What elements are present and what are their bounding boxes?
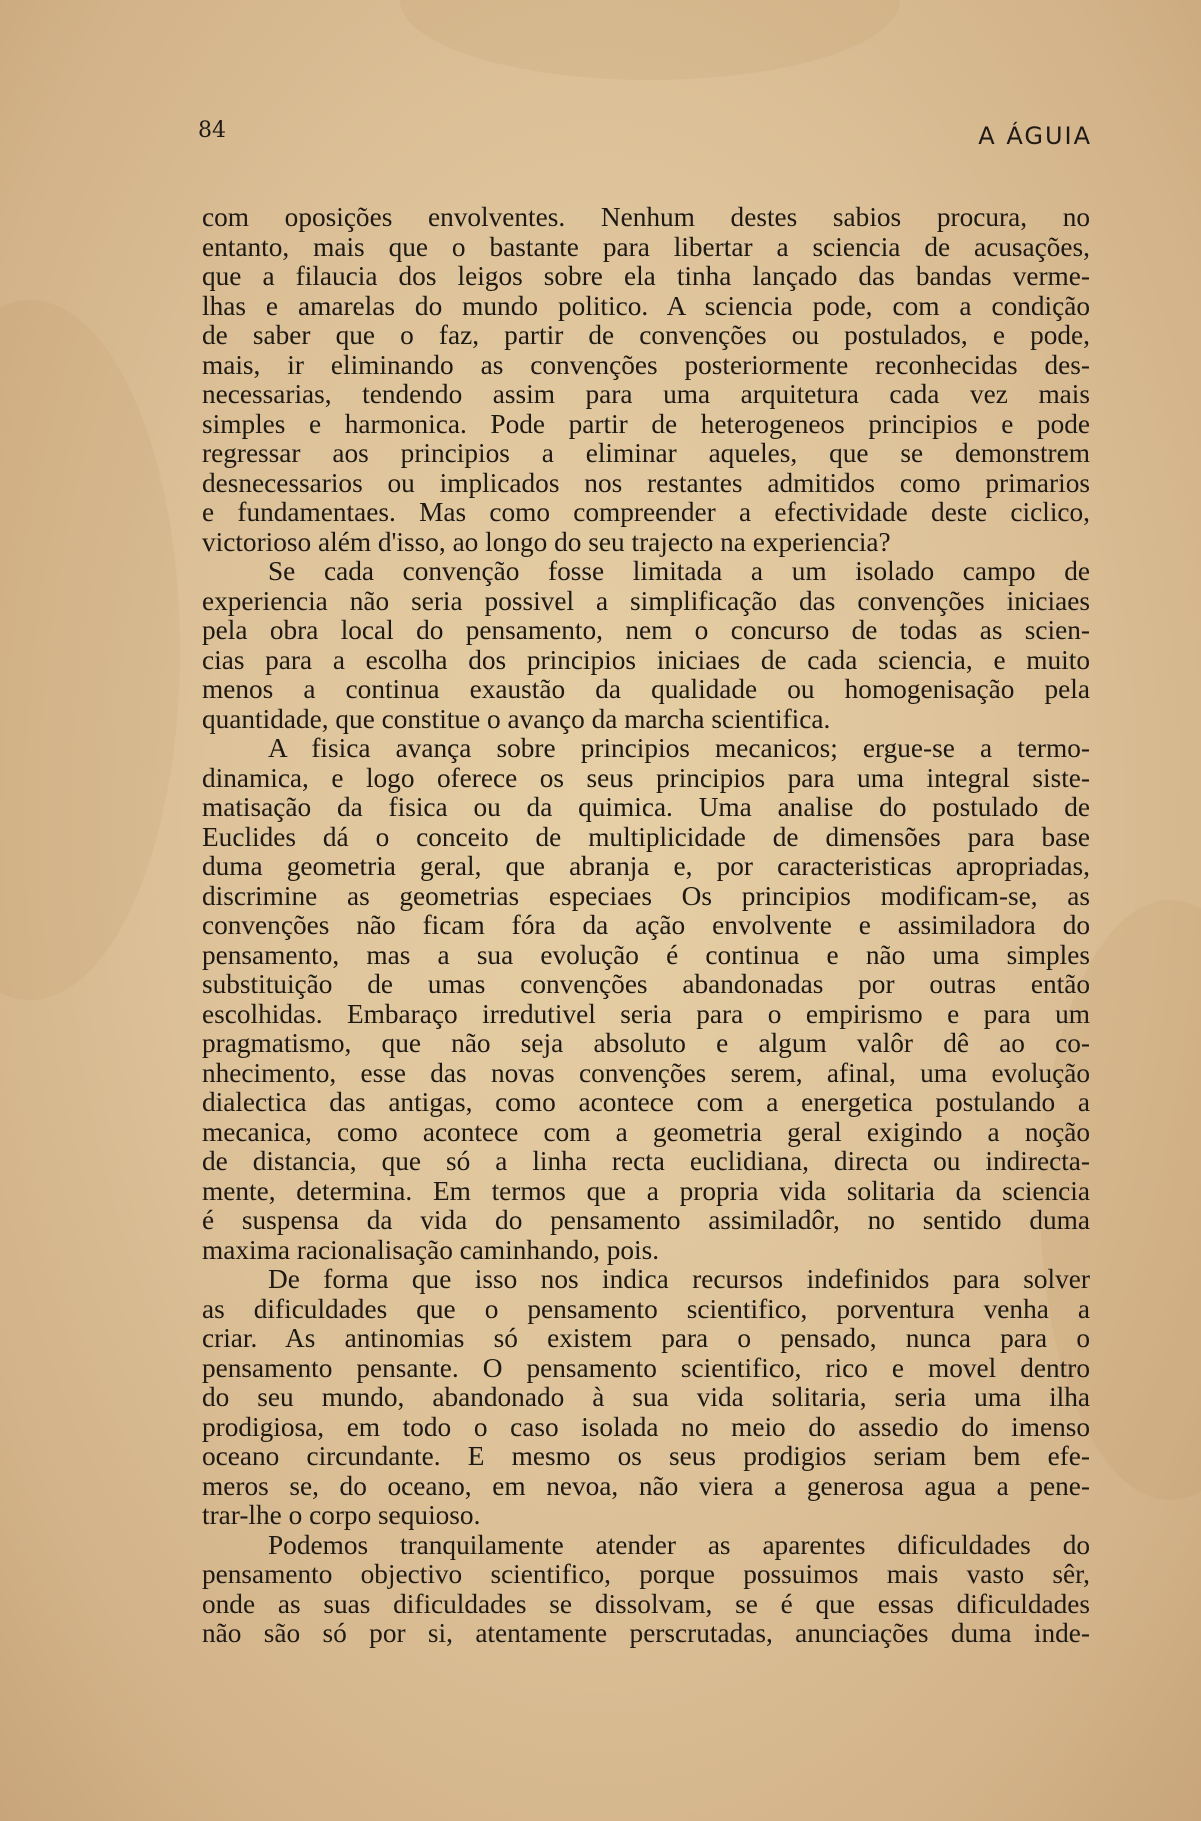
text-line: simples e harmonica. Pode partir de heterogeneos principios e pode bbox=[202, 409, 1090, 439]
text-line: maxima racionalisação caminhando, pois. bbox=[202, 1235, 660, 1265]
text-line: A fisica avança sobre principios mecanicos; ergue-se a termo- bbox=[268, 734, 1090, 763]
text-line: mecanica, como acontece com a geometria geral exigindo a noção bbox=[202, 1117, 1090, 1147]
text-line: pensamento, mas a sua evolução é continua e não uma simples bbox=[202, 940, 1090, 970]
text-line: cias para a escolha dos principios iniciaes de cada sciencia, e muito bbox=[202, 645, 1090, 675]
text-line: Podemos tranquilamente atender as aparentes dificuldades do bbox=[268, 1530, 1090, 1560]
paragraph bbox=[202, 203, 1090, 557]
text-line: mente, determina. Em termos que a propria vida solitaria da sciencia bbox=[202, 1176, 1090, 1206]
text-line: onde as suas dificuldades se dissolvam, se é que essas dificuldades bbox=[202, 1589, 1090, 1619]
text-line: De forma que isso nos indica recursos indefinidos para solver bbox=[268, 1265, 1090, 1294]
paragraph bbox=[202, 1265, 1090, 1531]
text-line: pensamento objectivo scientifico, porque possuimos mais vasto sêr, bbox=[202, 1560, 1090, 1589]
text-line: criar. As antinomias só existem para o pensado, nunca para o bbox=[202, 1324, 1090, 1353]
paragraph bbox=[202, 1531, 1090, 1649]
text-line: menos a continua exaustão da qualidade ou homogenisação pela bbox=[202, 675, 1090, 704]
text-line: do seu mundo, abandonado à sua vida solitaria, seria uma ilha bbox=[202, 1383, 1090, 1412]
text-line: pensamento pensante. O pensamento scientifico, rico e movel dentro bbox=[202, 1353, 1090, 1383]
text-line: duma geometria geral, que abranja e, por caracteristicas apropriadas, bbox=[202, 852, 1090, 881]
text-line: meros se, do oceano, em nevoa, não viera a generosa agua a pene- bbox=[202, 1471, 1090, 1501]
page-header bbox=[198, 118, 1092, 152]
text-line: pragmatismo, que não seja absoluto e algum valôr dê ao co- bbox=[202, 1029, 1090, 1058]
text-line: experiencia não seria possivel a simplificação das convenções iniciaes bbox=[202, 586, 1090, 616]
text-line: matisação da fisica ou da quimica. Uma analise do postulado de bbox=[202, 793, 1090, 822]
text-line: lhas e amarelas do mundo politico. A sciencia pode, com a condição bbox=[202, 291, 1090, 321]
text-line: e fundamentaes. Mas como compreender a efectividade deste ciclico, bbox=[202, 498, 1090, 527]
text-line: é suspensa da vida do pensamento assimiladôr, no sentido duma bbox=[202, 1206, 1090, 1235]
text-line: de distancia, que só a linha recta euclidiana, directa ou indirecta- bbox=[202, 1147, 1090, 1176]
text-line: dinamica, e logo oferece os seus principios para uma integral siste- bbox=[202, 763, 1090, 793]
running-title: A ÁGUIA bbox=[978, 122, 1092, 150]
text-line: dialectica das antigas, como acontece com a energetica postulando a bbox=[202, 1088, 1090, 1117]
text-line: com oposições envolventes. Nenhum destes sabios procura, no bbox=[202, 203, 1090, 232]
text-line: que a filaucia dos leigos sobre ela tinha lançado das bandas verme- bbox=[202, 262, 1090, 291]
text-line: nhecimento, esse das novas convenções serem, afinal, uma evolução bbox=[202, 1058, 1090, 1088]
body-text bbox=[202, 203, 1090, 1649]
text-line: necessarias, tendendo assim para uma arquitetura cada vez mais bbox=[202, 380, 1090, 409]
text-line: desnecessarios ou implicados nos restantes admitidos como primarios bbox=[202, 468, 1090, 498]
text-line: as dificuldades que o pensamento scientifico, porventura venha a bbox=[202, 1294, 1090, 1324]
text-line: pela obra local do pensamento, nem o concurso de todas as scien- bbox=[202, 616, 1090, 645]
text-line: discrimine as geometrias especiaes Os principios modificam-se, as bbox=[202, 881, 1090, 911]
text-line: prodigiosa, em todo o caso isolada no meio do assedio do imenso bbox=[202, 1412, 1090, 1442]
paragraph bbox=[202, 734, 1090, 1265]
text-line: victorioso além d'isso, ao longo do seu trajecto na experiencia? bbox=[202, 527, 891, 557]
text-line: Euclides dá o conceito de multiplicidade de dimensões para base bbox=[202, 822, 1090, 852]
page-number: 84 bbox=[198, 118, 226, 143]
text-line: regressar aos principios a eliminar aqueles, que se demonstrem bbox=[202, 439, 1090, 468]
text-line: de saber que o faz, partir de convenções ou postulados, e pode, bbox=[202, 321, 1090, 350]
text-line: oceano circundante. E mesmo os seus prodigios seriam bem efe- bbox=[202, 1442, 1090, 1471]
paragraph bbox=[202, 557, 1090, 734]
text-line: convenções não ficam fóra da ação envolvente e assimiladora do bbox=[202, 911, 1090, 940]
text-line: quantidade, que constitue o avanço da marcha scientifica. bbox=[202, 704, 831, 734]
text-line: Se cada convenção fosse limitada a um isolado campo de bbox=[268, 557, 1090, 586]
text-line: substituição de umas convenções abandonadas por outras então bbox=[202, 970, 1090, 999]
text-line: entanto, mais que o bastante para libertar a sciencia de acusações, bbox=[202, 232, 1090, 262]
text-line: não são só por si, atentamente perscrutadas, anunciações duma inde- bbox=[202, 1619, 1090, 1648]
text-line: trar-lhe o corpo sequioso. bbox=[202, 1501, 481, 1530]
text-line: escolhidas. Embaraço irredutivel seria para o empirismo e para um bbox=[202, 999, 1090, 1029]
text-line: mais, ir eliminando as convenções posteriormente reconhecidas des- bbox=[202, 350, 1090, 380]
